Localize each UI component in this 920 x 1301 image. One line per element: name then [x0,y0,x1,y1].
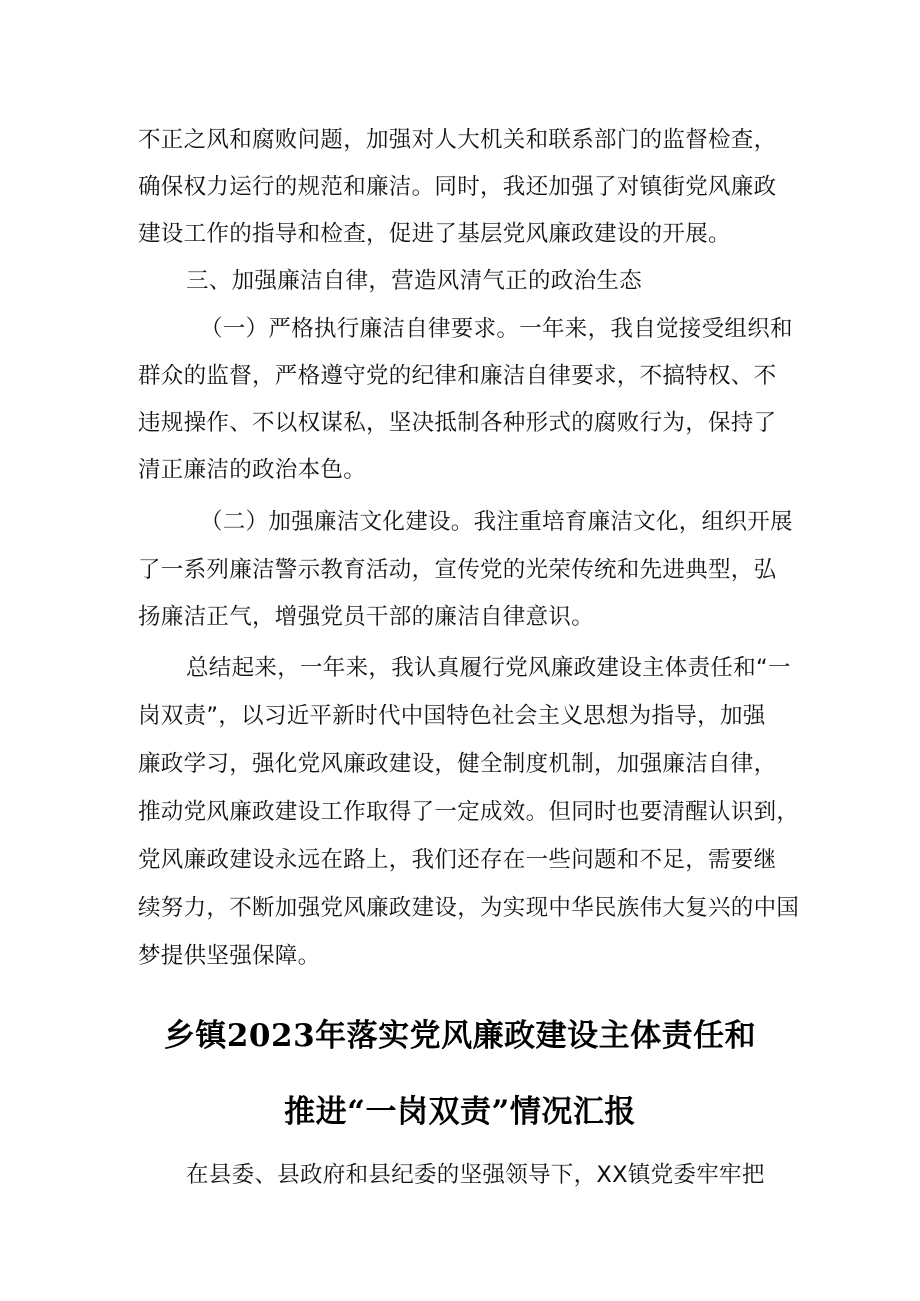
body-text-line: 群众的监督，严格遵守党的纪律和廉洁自律要求，不搞特权、不 [138,363,777,389]
body-text-line: 在县委、县政府和县纪委的坚强领导下，XX镇党委牢牢把 [186,1162,765,1188]
body-text-line: （二）加强廉洁文化建设。我注重培育廉洁文化，组织开展 [200,509,793,535]
body-text-line: 梦提供坚强保障。 [138,943,321,969]
body-text-line: 廉政学习，强化党风廉政建设，健全制度机制，加强廉洁自律， [138,751,777,777]
body-text-line: 党风廉政建设永远在路上，我们还存在一些问题和不足，需要继 [138,847,777,873]
report-title-line-1: 乡镇2023年落实党风廉政建设主体责任和 [163,1018,757,1054]
report-title-line-2: 推进“一岗双责”情况汇报 [284,1094,636,1130]
body-text-line: 违规操作、不以权谋私，坚决抵制各种形式的腐败行为，保持了 [138,410,777,436]
body-text-line: 了一系列廉洁警示教育活动，宣传党的光荣传统和先进典型，弘 [138,557,777,583]
body-text-line: 不正之风和腐败问题，加强对人大机关和联系部门的监督检查， [138,127,777,153]
body-text-line: （一）严格执行廉洁自律要求。一年来，我自觉接受组织和 [200,316,793,342]
body-text-line: 确保权力运行的规范和廉洁。同时，我还加强了对镇街党风廉政 [138,174,777,200]
body-text-line: 总结起来，一年来，我认真履行党风廉政建设主体责任和“一 [186,655,791,681]
section-heading: 三、加强廉洁自律，营造风清气正的政治生态 [186,268,643,294]
body-text-line: 建设工作的指导和检查，促进了基层党风廉政建设的开展。 [138,221,731,247]
body-text-line: 岗双责”，以习近平新时代中国特色社会主义思想为指导，加强 [138,703,766,729]
body-text-line: 推动党风廉政建设工作取得了一定成效。但同时也要清醒认识到， [138,799,800,825]
body-text-line: 扬廉洁正气，增强党员干部的廉洁自律意识。 [138,604,595,630]
body-text-line: 续努力，不断加强党风廉政建设，为实现中华民族伟大复兴的中国 [138,895,800,921]
body-text-line: 清正廉洁的政治本色。 [138,457,367,483]
